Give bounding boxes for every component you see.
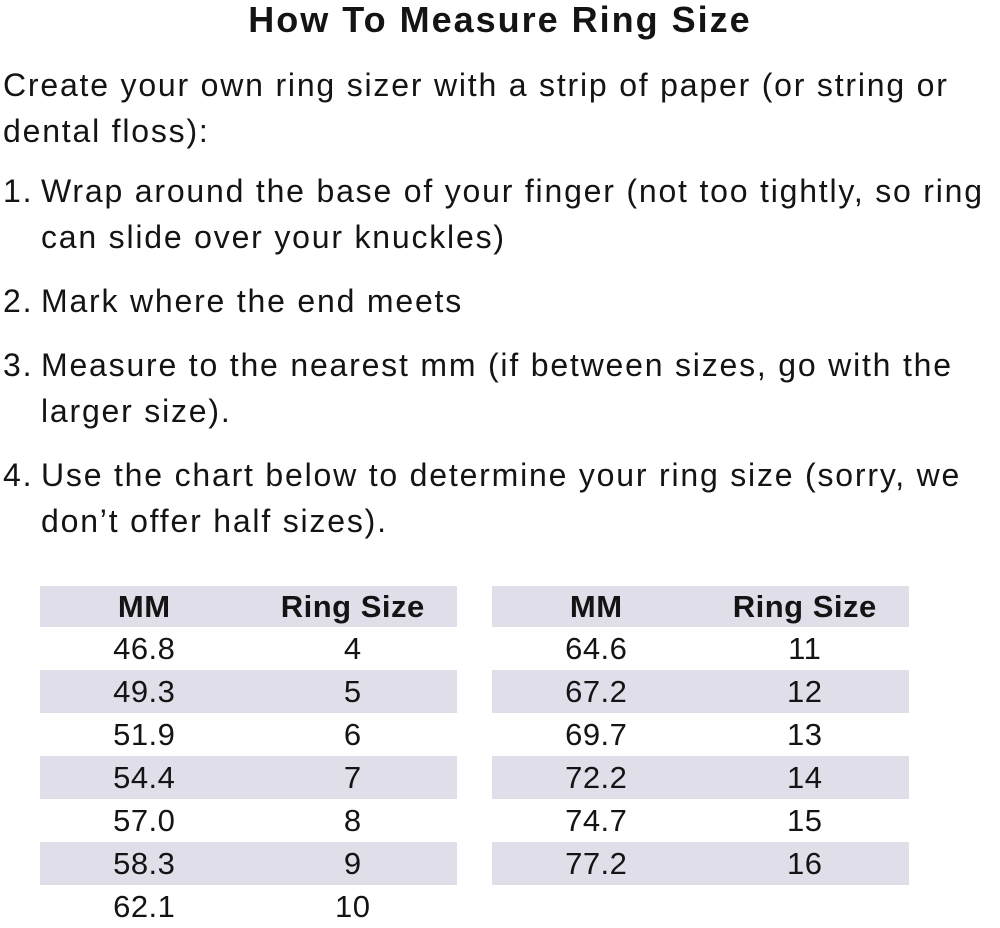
step-number: 4. bbox=[3, 457, 34, 493]
step-number: 3. bbox=[3, 347, 34, 383]
page-title: How To Measure Ring Size bbox=[248, 0, 752, 40]
table-cell: 74.7 bbox=[565, 802, 628, 838]
table-header-row bbox=[492, 586, 909, 627]
table-header-row bbox=[40, 586, 457, 627]
column-header-mm: MM bbox=[569, 588, 623, 624]
table-cell: 5 bbox=[343, 673, 362, 709]
table-cell: 16 bbox=[787, 845, 823, 881]
step-text: Mark where the end meets bbox=[41, 283, 464, 319]
step-text: Measure to the nearest mm (if between sizes, go with the larger size). bbox=[41, 347, 953, 429]
table-cell: 49.3 bbox=[113, 673, 176, 709]
ring-size-table-left bbox=[40, 586, 457, 928]
table-cell: 67.2 bbox=[565, 673, 628, 709]
table-cell: 7 bbox=[343, 759, 362, 795]
table-cell: 58.3 bbox=[113, 845, 176, 881]
table-body bbox=[492, 627, 909, 885]
table-cell: 54.4 bbox=[113, 759, 176, 795]
table-cell: 69.7 bbox=[565, 716, 628, 752]
size-tables bbox=[40, 586, 997, 928]
step-text: Wrap around the base of your finger (not too tightly, so ring can slide over your knuckles) bbox=[41, 173, 984, 255]
table-cell: 14 bbox=[787, 759, 823, 795]
step-number: 2. bbox=[3, 283, 34, 319]
table-body bbox=[40, 627, 457, 928]
table-cell: 46.8 bbox=[113, 630, 176, 666]
step-item-4 bbox=[3, 452, 997, 544]
table-cell: 15 bbox=[787, 802, 823, 838]
table-cell: 10 bbox=[335, 888, 371, 924]
table-cell: 77.2 bbox=[565, 845, 628, 881]
table-row bbox=[492, 799, 909, 842]
table-row bbox=[40, 842, 457, 885]
table-row bbox=[40, 756, 457, 799]
table-cell: 64.6 bbox=[565, 630, 628, 666]
table-row bbox=[40, 885, 457, 928]
column-header-ring-size: Ring Size bbox=[732, 588, 877, 624]
table-cell: 6 bbox=[343, 716, 362, 752]
table-row bbox=[40, 713, 457, 756]
step-item-2 bbox=[3, 278, 997, 324]
table-cell: 4 bbox=[343, 630, 362, 666]
column-header-mm: MM bbox=[117, 588, 171, 624]
table-row bbox=[40, 799, 457, 842]
table-cell: 11 bbox=[788, 630, 822, 666]
table-cell: 8 bbox=[343, 802, 362, 838]
table-row bbox=[492, 842, 909, 885]
table-row bbox=[492, 627, 909, 670]
table-row bbox=[492, 670, 909, 713]
ring-size-table-right bbox=[492, 586, 909, 885]
step-item-3 bbox=[3, 342, 997, 434]
step-number: 1. bbox=[3, 173, 34, 209]
table-cell: 72.2 bbox=[565, 759, 628, 795]
column-header-ring-size: Ring Size bbox=[280, 588, 425, 624]
table-cell: 13 bbox=[787, 716, 823, 752]
table-row bbox=[492, 713, 909, 756]
intro-text: Create your own ring sizer with a strip of paper (or string or dental floss): bbox=[3, 67, 949, 149]
instructions-list bbox=[3, 168, 997, 544]
table-cell: 9 bbox=[343, 845, 362, 881]
table-cell: 12 bbox=[787, 673, 823, 709]
table-row bbox=[492, 756, 909, 799]
table-cell: 57.0 bbox=[113, 802, 176, 838]
table-row bbox=[40, 627, 457, 670]
step-text: Use the chart below to determine your ring size (sorry, we don’t offer half sizes). bbox=[41, 457, 962, 539]
table-cell: 51.9 bbox=[113, 716, 176, 752]
step-item-1 bbox=[3, 168, 997, 260]
table-row bbox=[40, 670, 457, 713]
table-cell: 62.1 bbox=[113, 888, 176, 924]
